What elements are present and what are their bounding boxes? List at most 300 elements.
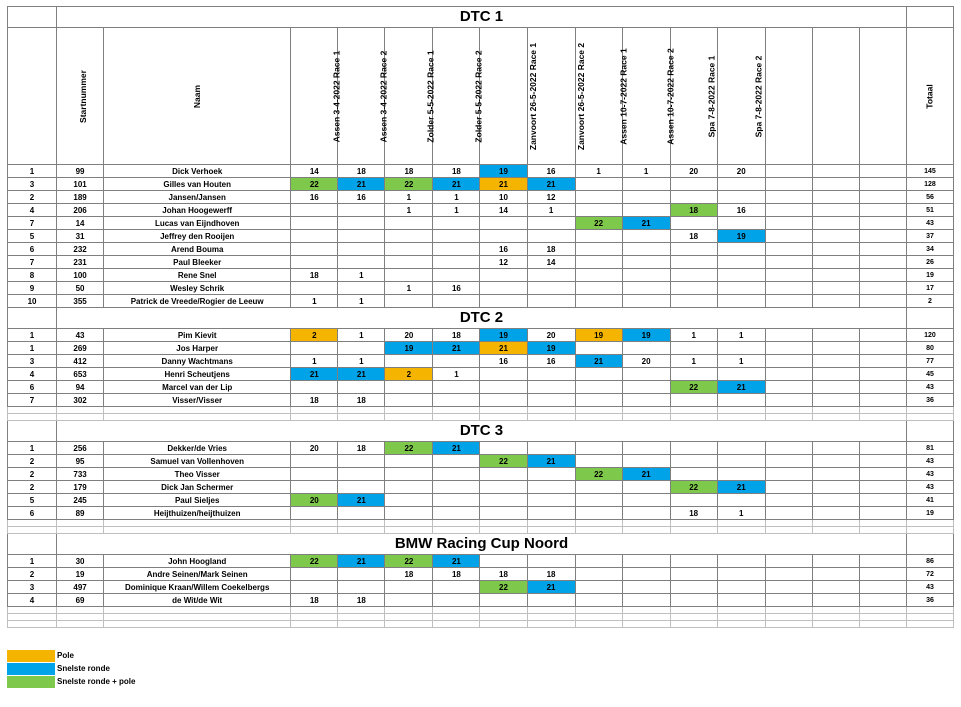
score-cell bbox=[291, 468, 338, 481]
score-cell bbox=[670, 191, 717, 204]
score-cell bbox=[338, 230, 385, 243]
score-cell: 1 bbox=[717, 355, 765, 368]
score-cell: 19 bbox=[717, 230, 765, 243]
score-cell: 18 bbox=[433, 329, 480, 342]
score-cell bbox=[622, 568, 670, 581]
score-cell bbox=[385, 256, 433, 269]
score-cell bbox=[765, 178, 812, 191]
table-row bbox=[8, 256, 954, 269]
blank-cell bbox=[104, 607, 291, 614]
score-cell: 16 bbox=[480, 243, 527, 256]
position-cell: 4 bbox=[8, 368, 57, 381]
score-cell bbox=[433, 507, 480, 520]
score-cell: 18 bbox=[527, 243, 575, 256]
score-cell: 21 bbox=[575, 355, 622, 368]
score-cell bbox=[859, 368, 906, 381]
naam-cell: Dominique Kraan/Willem Coekelbergs bbox=[104, 581, 291, 594]
score-cell bbox=[291, 204, 338, 217]
score-cell bbox=[859, 282, 906, 295]
score-cell bbox=[622, 555, 670, 568]
startnummer-cell: 95 bbox=[57, 455, 104, 468]
score-cell: 16 bbox=[291, 191, 338, 204]
score-cell bbox=[622, 381, 670, 394]
position-cell: 3 bbox=[8, 581, 57, 594]
score-cell: 21 bbox=[291, 368, 338, 381]
score-cell bbox=[622, 494, 670, 507]
totaal-cell: 120 bbox=[906, 329, 953, 342]
score-cell: 1 bbox=[433, 204, 480, 217]
score-cell bbox=[385, 481, 433, 494]
blank-row bbox=[8, 527, 954, 534]
score-cell bbox=[670, 295, 717, 308]
score-cell bbox=[527, 368, 575, 381]
naam-cell: Pim Kievit bbox=[104, 329, 291, 342]
totaal-cell: 19 bbox=[906, 507, 953, 520]
score-cell bbox=[338, 282, 385, 295]
section-title-row bbox=[8, 534, 954, 555]
blank-cell bbox=[57, 621, 104, 628]
naam-cell: Rene Snel bbox=[104, 269, 291, 282]
score-cell bbox=[527, 295, 575, 308]
score-cell: 20 bbox=[527, 329, 575, 342]
startnummer-cell: 256 bbox=[57, 442, 104, 455]
score-cell bbox=[859, 178, 906, 191]
blank-cell bbox=[8, 414, 57, 421]
table-row bbox=[8, 468, 954, 481]
score-cell bbox=[575, 256, 622, 269]
score-cell bbox=[527, 594, 575, 607]
header-race bbox=[717, 28, 765, 165]
table-row bbox=[8, 368, 954, 381]
blank-cell bbox=[622, 414, 670, 421]
totaal-cell: 37 bbox=[906, 230, 953, 243]
score-cell bbox=[717, 394, 765, 407]
totaal-cell: 45 bbox=[906, 368, 953, 381]
score-cell: 18 bbox=[670, 507, 717, 520]
score-cell: 21 bbox=[527, 581, 575, 594]
score-cell bbox=[859, 204, 906, 217]
score-cell bbox=[859, 295, 906, 308]
score-cell bbox=[622, 342, 670, 355]
naam-cell: Paul Bleeker bbox=[104, 256, 291, 269]
score-cell bbox=[480, 282, 527, 295]
totaal-cell: 80 bbox=[906, 342, 953, 355]
naam-cell: Arend Bouma bbox=[104, 243, 291, 256]
blank-cell bbox=[575, 527, 622, 534]
score-cell bbox=[812, 243, 859, 256]
position-cell: 2 bbox=[8, 481, 57, 494]
title-right bbox=[906, 421, 953, 442]
startnummer-cell: 101 bbox=[57, 178, 104, 191]
section-title-row bbox=[8, 7, 954, 28]
blank-cell bbox=[906, 621, 953, 628]
legend-item bbox=[7, 676, 307, 689]
startnummer-cell: 19 bbox=[57, 568, 104, 581]
score-cell bbox=[859, 581, 906, 594]
blank-cell bbox=[385, 527, 433, 534]
title-right bbox=[906, 534, 953, 555]
score-cell bbox=[812, 442, 859, 455]
blank-cell bbox=[433, 520, 480, 527]
header-race bbox=[433, 28, 484, 165]
blank-cell bbox=[859, 520, 906, 527]
blank-cell bbox=[291, 621, 338, 628]
score-cell bbox=[480, 468, 527, 481]
score-cell bbox=[385, 494, 433, 507]
blank-cell bbox=[8, 607, 57, 614]
score-cell bbox=[575, 368, 622, 381]
score-cell bbox=[291, 568, 338, 581]
naam-cell: Dick Verhoek bbox=[104, 165, 291, 178]
blank-cell bbox=[104, 621, 291, 628]
score-cell: 1 bbox=[433, 191, 480, 204]
score-cell: 18 bbox=[385, 568, 433, 581]
score-cell bbox=[291, 581, 338, 594]
score-cell bbox=[765, 468, 812, 481]
score-cell bbox=[527, 217, 575, 230]
score-cell: 21 bbox=[480, 178, 527, 191]
score-cell bbox=[859, 455, 906, 468]
score-cell bbox=[433, 494, 480, 507]
table-row bbox=[8, 342, 954, 355]
score-cell bbox=[575, 295, 622, 308]
legend-label: Pole bbox=[57, 651, 74, 660]
score-cell: 16 bbox=[527, 355, 575, 368]
table-row bbox=[8, 481, 954, 494]
score-cell bbox=[527, 269, 575, 282]
score-cell bbox=[622, 204, 670, 217]
naam-cell: Henri Scheutjens bbox=[104, 368, 291, 381]
score-cell bbox=[670, 555, 717, 568]
score-cell bbox=[812, 256, 859, 269]
blank-cell bbox=[670, 607, 717, 614]
score-cell bbox=[765, 165, 812, 178]
score-cell bbox=[433, 243, 480, 256]
score-cell: 1 bbox=[338, 269, 385, 282]
score-cell bbox=[812, 191, 859, 204]
score-cell bbox=[575, 204, 622, 217]
score-cell bbox=[859, 481, 906, 494]
blank-cell bbox=[8, 407, 57, 414]
totaal-cell: 2 bbox=[906, 295, 953, 308]
header-race bbox=[765, 28, 812, 165]
totaal-cell: 34 bbox=[906, 243, 953, 256]
startnummer-cell: 30 bbox=[57, 555, 104, 568]
score-cell bbox=[717, 581, 765, 594]
score-cell bbox=[527, 555, 575, 568]
naam-cell: Heijthuizen/heijthuizen bbox=[104, 507, 291, 520]
naam-cell: Wesley Schrik bbox=[104, 282, 291, 295]
score-cell bbox=[812, 204, 859, 217]
header-pos bbox=[8, 28, 57, 165]
score-cell bbox=[765, 282, 812, 295]
position-cell: 2 bbox=[8, 191, 57, 204]
score-cell bbox=[717, 191, 765, 204]
blank-cell bbox=[670, 414, 717, 421]
score-cell bbox=[385, 355, 433, 368]
totaal-cell: 43 bbox=[906, 481, 953, 494]
title-left bbox=[8, 7, 57, 28]
score-cell bbox=[670, 581, 717, 594]
position-cell: 9 bbox=[8, 282, 57, 295]
score-cell bbox=[812, 555, 859, 568]
table-row bbox=[8, 191, 954, 204]
score-cell bbox=[717, 282, 765, 295]
score-cell: 22 bbox=[385, 555, 433, 568]
startnummer-cell: 269 bbox=[57, 342, 104, 355]
score-cell: 1 bbox=[670, 329, 717, 342]
score-cell: 18 bbox=[385, 165, 433, 178]
legend-swatch bbox=[7, 650, 55, 662]
score-cell bbox=[765, 269, 812, 282]
title-left bbox=[8, 308, 57, 329]
score-cell bbox=[622, 394, 670, 407]
score-cell bbox=[717, 555, 765, 568]
blank-cell bbox=[291, 407, 338, 414]
score-cell bbox=[385, 295, 433, 308]
blank-cell bbox=[433, 407, 480, 414]
naam-cell: Jansen/Jansen bbox=[104, 191, 291, 204]
score-cell bbox=[765, 381, 812, 394]
totaal-cell: 51 bbox=[906, 204, 953, 217]
score-cell bbox=[765, 295, 812, 308]
blank-row bbox=[8, 414, 954, 421]
score-cell bbox=[291, 230, 338, 243]
score-cell bbox=[575, 342, 622, 355]
totaal-cell: 19 bbox=[906, 269, 953, 282]
score-cell bbox=[575, 581, 622, 594]
score-cell bbox=[670, 256, 717, 269]
score-cell bbox=[291, 342, 338, 355]
blank-row bbox=[8, 407, 954, 414]
score-cell: 21 bbox=[717, 381, 765, 394]
score-cell bbox=[480, 381, 527, 394]
score-cell: 1 bbox=[338, 355, 385, 368]
score-cell bbox=[622, 455, 670, 468]
position-cell: 7 bbox=[8, 256, 57, 269]
blank-cell bbox=[57, 407, 104, 414]
blank-cell bbox=[385, 614, 433, 621]
score-cell: 21 bbox=[433, 555, 480, 568]
score-cell bbox=[575, 381, 622, 394]
score-cell bbox=[527, 230, 575, 243]
header-race-label: Assen 3-4-2022 Race 1 bbox=[331, 50, 342, 142]
score-cell bbox=[859, 243, 906, 256]
blank-cell bbox=[859, 614, 906, 621]
blank-cell bbox=[338, 414, 385, 421]
score-cell: 21 bbox=[480, 342, 527, 355]
startnummer-cell: 69 bbox=[57, 594, 104, 607]
startnummer-cell: 653 bbox=[57, 368, 104, 381]
score-cell bbox=[812, 217, 859, 230]
blank-cell bbox=[527, 414, 575, 421]
score-cell: 10 bbox=[480, 191, 527, 204]
blank-cell bbox=[291, 607, 338, 614]
blank-cell bbox=[480, 527, 527, 534]
position-cell: 1 bbox=[8, 329, 57, 342]
position-cell: 7 bbox=[8, 217, 57, 230]
blank-cell bbox=[622, 621, 670, 628]
score-cell bbox=[385, 455, 433, 468]
score-cell: 21 bbox=[433, 178, 480, 191]
section-title-row bbox=[8, 421, 954, 442]
score-cell: 16 bbox=[527, 165, 575, 178]
score-cell: 1 bbox=[717, 507, 765, 520]
score-cell bbox=[765, 191, 812, 204]
score-cell bbox=[575, 442, 622, 455]
score-cell bbox=[575, 230, 622, 243]
score-cell bbox=[433, 217, 480, 230]
totaal-cell: 26 bbox=[906, 256, 953, 269]
score-cell bbox=[812, 568, 859, 581]
naam-cell: Gilles van Houten bbox=[104, 178, 291, 191]
score-cell bbox=[812, 494, 859, 507]
blank-cell bbox=[906, 520, 953, 527]
score-cell: 21 bbox=[622, 468, 670, 481]
score-cell bbox=[859, 468, 906, 481]
score-cell: 18 bbox=[527, 568, 575, 581]
blank-cell bbox=[670, 527, 717, 534]
blank-row bbox=[8, 621, 954, 628]
score-cell: 14 bbox=[480, 204, 527, 217]
score-cell bbox=[812, 355, 859, 368]
score-cell: 1 bbox=[622, 165, 670, 178]
score-cell bbox=[291, 217, 338, 230]
score-cell: 20 bbox=[622, 355, 670, 368]
score-cell bbox=[622, 507, 670, 520]
legend-item bbox=[7, 663, 307, 676]
score-cell bbox=[812, 269, 859, 282]
table-row bbox=[8, 269, 954, 282]
blank-cell bbox=[8, 621, 57, 628]
header-race bbox=[385, 28, 436, 165]
score-cell bbox=[765, 329, 812, 342]
header-startnummer-label: Startnummer bbox=[78, 69, 88, 123]
position-cell: 2 bbox=[8, 568, 57, 581]
blank-cell bbox=[527, 520, 575, 527]
blank-cell bbox=[291, 527, 338, 534]
score-cell: 18 bbox=[338, 442, 385, 455]
blank-cell bbox=[57, 527, 104, 534]
score-cell bbox=[527, 468, 575, 481]
header-race-label: Zolder 5-5-2022 Race 1 bbox=[425, 49, 436, 143]
blank-cell bbox=[104, 520, 291, 527]
score-cell: 16 bbox=[338, 191, 385, 204]
score-cell bbox=[480, 295, 527, 308]
position-cell: 6 bbox=[8, 243, 57, 256]
blank-cell bbox=[480, 621, 527, 628]
score-cell bbox=[622, 594, 670, 607]
score-cell bbox=[433, 256, 480, 269]
position-cell: 1 bbox=[8, 165, 57, 178]
score-cell: 1 bbox=[385, 204, 433, 217]
naam-cell: Visser/Visser bbox=[104, 394, 291, 407]
blank-cell bbox=[527, 407, 575, 414]
startnummer-cell: 189 bbox=[57, 191, 104, 204]
score-cell bbox=[291, 507, 338, 520]
score-cell bbox=[385, 217, 433, 230]
score-cell bbox=[859, 568, 906, 581]
blank-cell bbox=[812, 527, 859, 534]
position-cell: 3 bbox=[8, 178, 57, 191]
score-cell bbox=[859, 269, 906, 282]
score-cell bbox=[765, 507, 812, 520]
position-cell: 2 bbox=[8, 455, 57, 468]
section-title: DTC 1 bbox=[57, 7, 907, 28]
score-cell bbox=[670, 455, 717, 468]
score-cell bbox=[433, 381, 480, 394]
score-cell: 21 bbox=[527, 455, 575, 468]
score-cell bbox=[338, 256, 385, 269]
score-cell bbox=[717, 342, 765, 355]
blank-row bbox=[8, 520, 954, 527]
score-cell bbox=[433, 581, 480, 594]
blank-cell bbox=[57, 607, 104, 614]
naam-cell: Lucas van Eijndhoven bbox=[104, 217, 291, 230]
score-cell bbox=[717, 455, 765, 468]
score-cell: 19 bbox=[480, 329, 527, 342]
score-cell: 18 bbox=[291, 269, 338, 282]
score-cell bbox=[480, 494, 527, 507]
blank-cell bbox=[104, 614, 291, 621]
score-cell bbox=[385, 468, 433, 481]
blank-cell bbox=[385, 407, 433, 414]
score-cell: 22 bbox=[575, 217, 622, 230]
header-race bbox=[670, 28, 717, 165]
position-cell: 1 bbox=[8, 442, 57, 455]
header-naam-label: Naam bbox=[191, 84, 202, 108]
totaal-cell: 43 bbox=[906, 581, 953, 594]
startnummer-cell: 94 bbox=[57, 381, 104, 394]
blank-row bbox=[8, 614, 954, 621]
score-cell: 19 bbox=[622, 329, 670, 342]
blank-cell bbox=[575, 407, 622, 414]
section-title: DTC 3 bbox=[57, 421, 907, 442]
score-cell bbox=[433, 481, 480, 494]
position-cell: 6 bbox=[8, 507, 57, 520]
score-cell: 16 bbox=[433, 282, 480, 295]
score-cell bbox=[385, 381, 433, 394]
blank-cell bbox=[812, 520, 859, 527]
score-cell bbox=[765, 594, 812, 607]
blank-cell bbox=[385, 621, 433, 628]
score-cell bbox=[338, 217, 385, 230]
table-row bbox=[8, 178, 954, 191]
header-race-label: Spa 7-8-2022 Race 2 bbox=[753, 55, 764, 137]
blank-cell bbox=[670, 621, 717, 628]
startnummer-cell: 43 bbox=[57, 329, 104, 342]
score-cell bbox=[670, 368, 717, 381]
score-cell bbox=[717, 295, 765, 308]
score-cell bbox=[765, 481, 812, 494]
score-cell bbox=[717, 594, 765, 607]
position-cell: 8 bbox=[8, 269, 57, 282]
score-cell: 19 bbox=[480, 165, 527, 178]
score-cell bbox=[859, 191, 906, 204]
score-cell bbox=[859, 355, 906, 368]
score-cell bbox=[575, 568, 622, 581]
score-cell: 16 bbox=[717, 204, 765, 217]
score-cell bbox=[859, 394, 906, 407]
blank-cell bbox=[717, 614, 765, 621]
table-row bbox=[8, 381, 954, 394]
score-cell: 22 bbox=[575, 468, 622, 481]
score-cell: 14 bbox=[527, 256, 575, 269]
score-cell bbox=[859, 256, 906, 269]
score-cell bbox=[480, 594, 527, 607]
blank-cell bbox=[291, 520, 338, 527]
score-cell bbox=[433, 394, 480, 407]
